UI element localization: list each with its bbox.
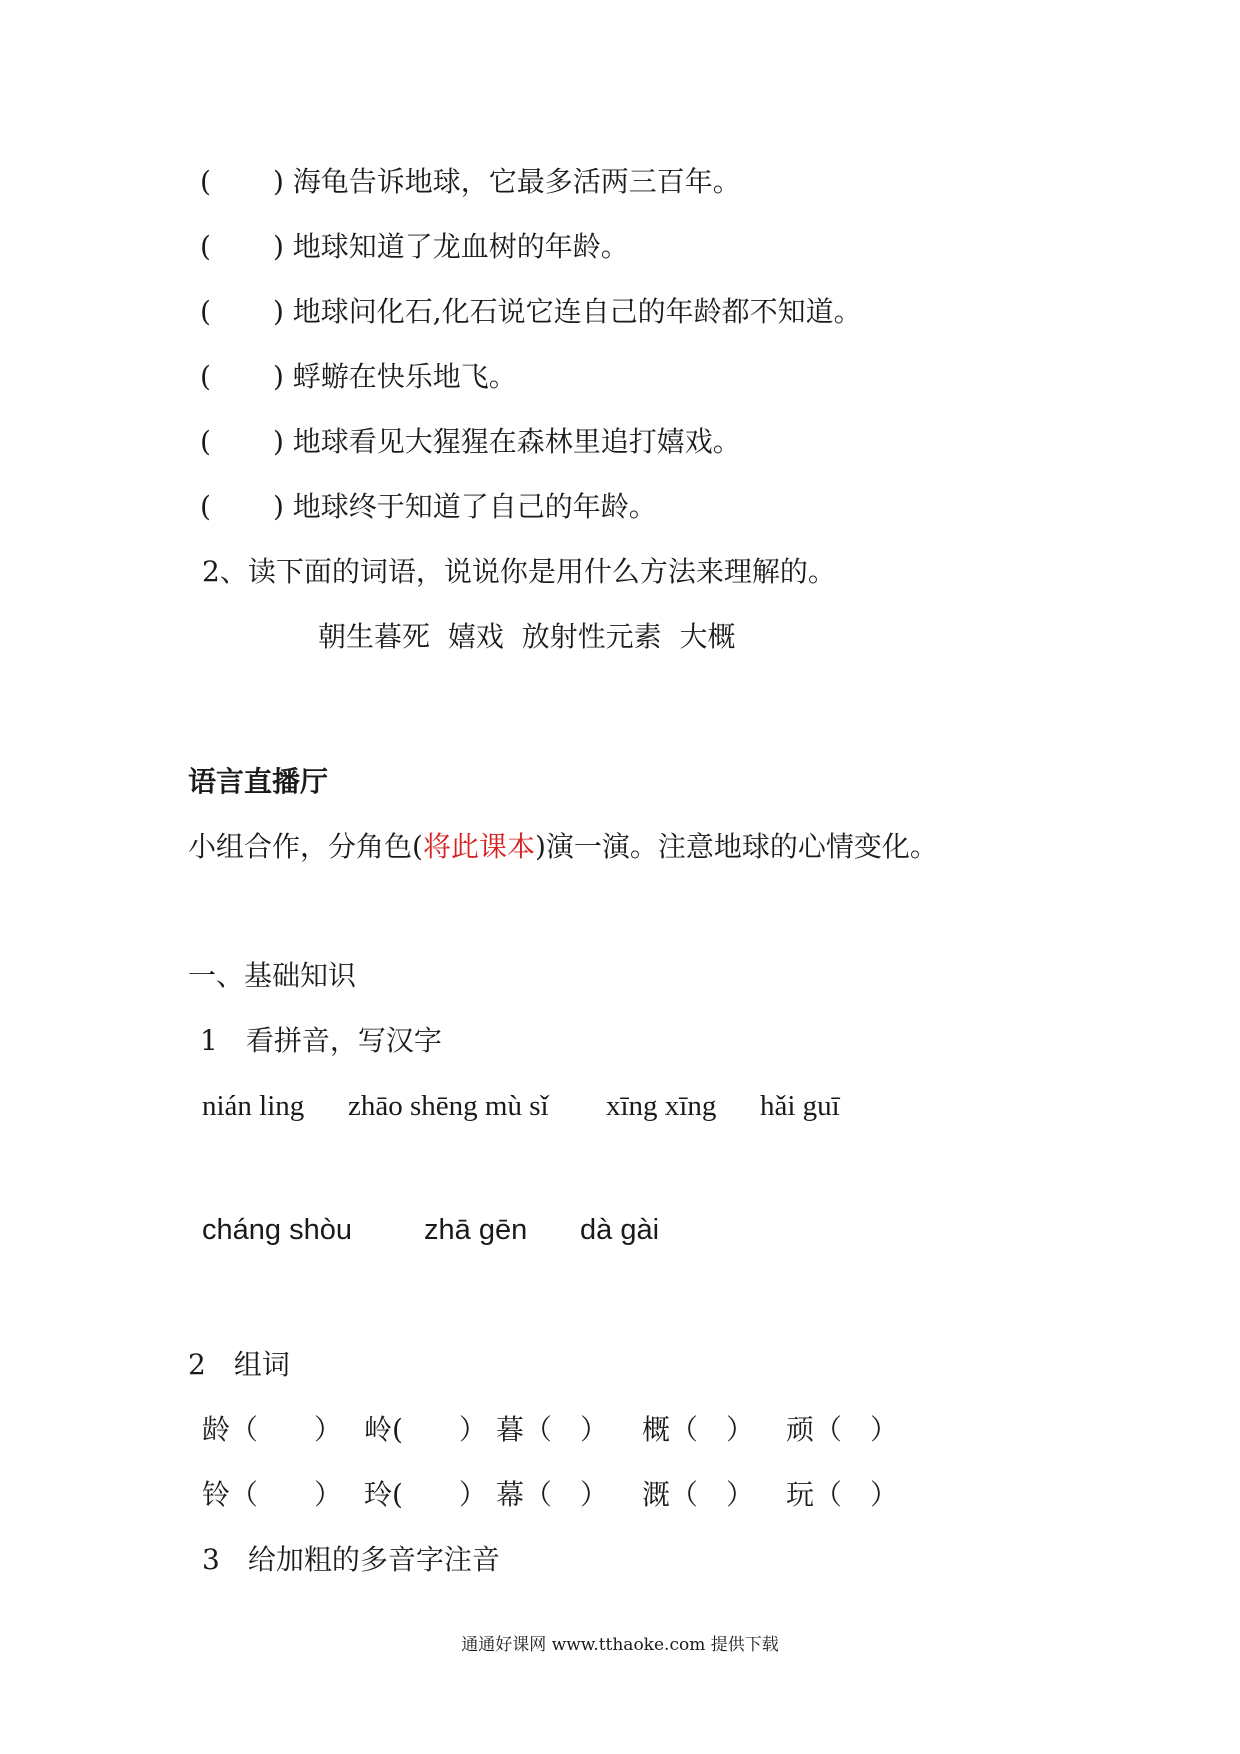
- judgement-text: 海龟告诉地球，它最多活两三百年。: [292, 165, 741, 198]
- section-heading-broadcast: 语言直播厅: [188, 765, 329, 798]
- judgement-text: 地球终于知道了自己的年龄。: [292, 490, 657, 523]
- judgement-item: [200, 359, 517, 395]
- vocab-word: 放射性元素: [521, 620, 662, 653]
- open-paren: (: [200, 425, 211, 458]
- vocab-word: 嬉戏: [447, 620, 504, 653]
- judgement-text: 蜉蝣在快乐地飞。: [292, 360, 517, 393]
- word-cell[interactable]: 暮（ ）: [496, 1413, 609, 1446]
- broadcast-instruction: [188, 829, 938, 865]
- pinyin-item: zhāo shēng mù sǐ: [348, 1090, 549, 1122]
- judgement-item: [200, 229, 629, 265]
- word-cell[interactable]: 岭( ）: [364, 1413, 487, 1446]
- word-cell[interactable]: 铃（ ）: [202, 1478, 343, 1511]
- vocab-word: 朝生暮死: [318, 620, 431, 653]
- word-cell[interactable]: 玲( ）: [364, 1478, 487, 1511]
- open-paren: (: [200, 165, 211, 198]
- open-paren: (: [200, 490, 211, 523]
- pinyin-item: cháng shòu: [202, 1214, 352, 1246]
- close-paren: ): [272, 425, 284, 458]
- word-cell[interactable]: 概（ ）: [642, 1413, 755, 1446]
- highlighted-text: 将此课本: [422, 830, 535, 863]
- close-paren: ): [272, 490, 284, 523]
- close-paren: ): [272, 295, 284, 328]
- pinyin-task-label: 1 看拼音，写汉字: [200, 1024, 442, 1057]
- pinyin-item: dà gài: [580, 1214, 660, 1246]
- judgement-item: [200, 424, 741, 460]
- open-paren: (: [200, 360, 211, 393]
- judgement-text: 地球看见大猩猩在森林里追打嬉戏。: [292, 425, 741, 458]
- vocab-word: 大概: [679, 620, 736, 653]
- pinyin-item: zhā gēn: [424, 1214, 528, 1246]
- judgement-text: 地球问化石,化石说它连自己的年龄都不知道。: [292, 295, 862, 328]
- judgement-item: [200, 489, 657, 525]
- polyphone-task-label: 3 给加粗的多音字注音: [202, 1543, 500, 1576]
- word-cell[interactable]: 龄（ ）: [202, 1413, 343, 1446]
- pinyin-item: xīng xīng: [606, 1090, 717, 1122]
- judgement-item: [200, 294, 862, 330]
- word-task-label: 2 组词: [188, 1348, 290, 1381]
- close-paren: ): [272, 165, 284, 198]
- open-paren: (: [200, 230, 211, 263]
- word-cell[interactable]: 幕（ ）: [496, 1478, 609, 1511]
- vocabulary-words: [318, 619, 736, 655]
- word-cell[interactable]: 顽（ ）: [786, 1413, 899, 1446]
- word-cell[interactable]: 溉（ ）: [642, 1478, 755, 1511]
- instruction-text: 小组合作，分角色(: [188, 830, 423, 863]
- pinyin-item: hǎi guī: [760, 1090, 840, 1122]
- instruction-text: )演一演。注意地球的心情变化。: [534, 830, 938, 863]
- close-paren: ): [272, 360, 284, 393]
- judgement-item: [200, 164, 741, 200]
- page-footer: 通通好课网 www.tthaoke.com 提供下载: [461, 1635, 779, 1655]
- pinyin-item: nián ling: [202, 1090, 305, 1122]
- judgement-text: 地球知道了龙血树的年龄。: [292, 230, 629, 263]
- word-cell[interactable]: 玩（ ）: [786, 1478, 899, 1511]
- close-paren: ): [272, 230, 284, 263]
- section-heading-basics: 一、基础知识: [188, 959, 357, 992]
- question-2-prompt: 2、读下面的词语，说说你是用什么方法来理解的。: [202, 555, 836, 588]
- open-paren: (: [200, 295, 211, 328]
